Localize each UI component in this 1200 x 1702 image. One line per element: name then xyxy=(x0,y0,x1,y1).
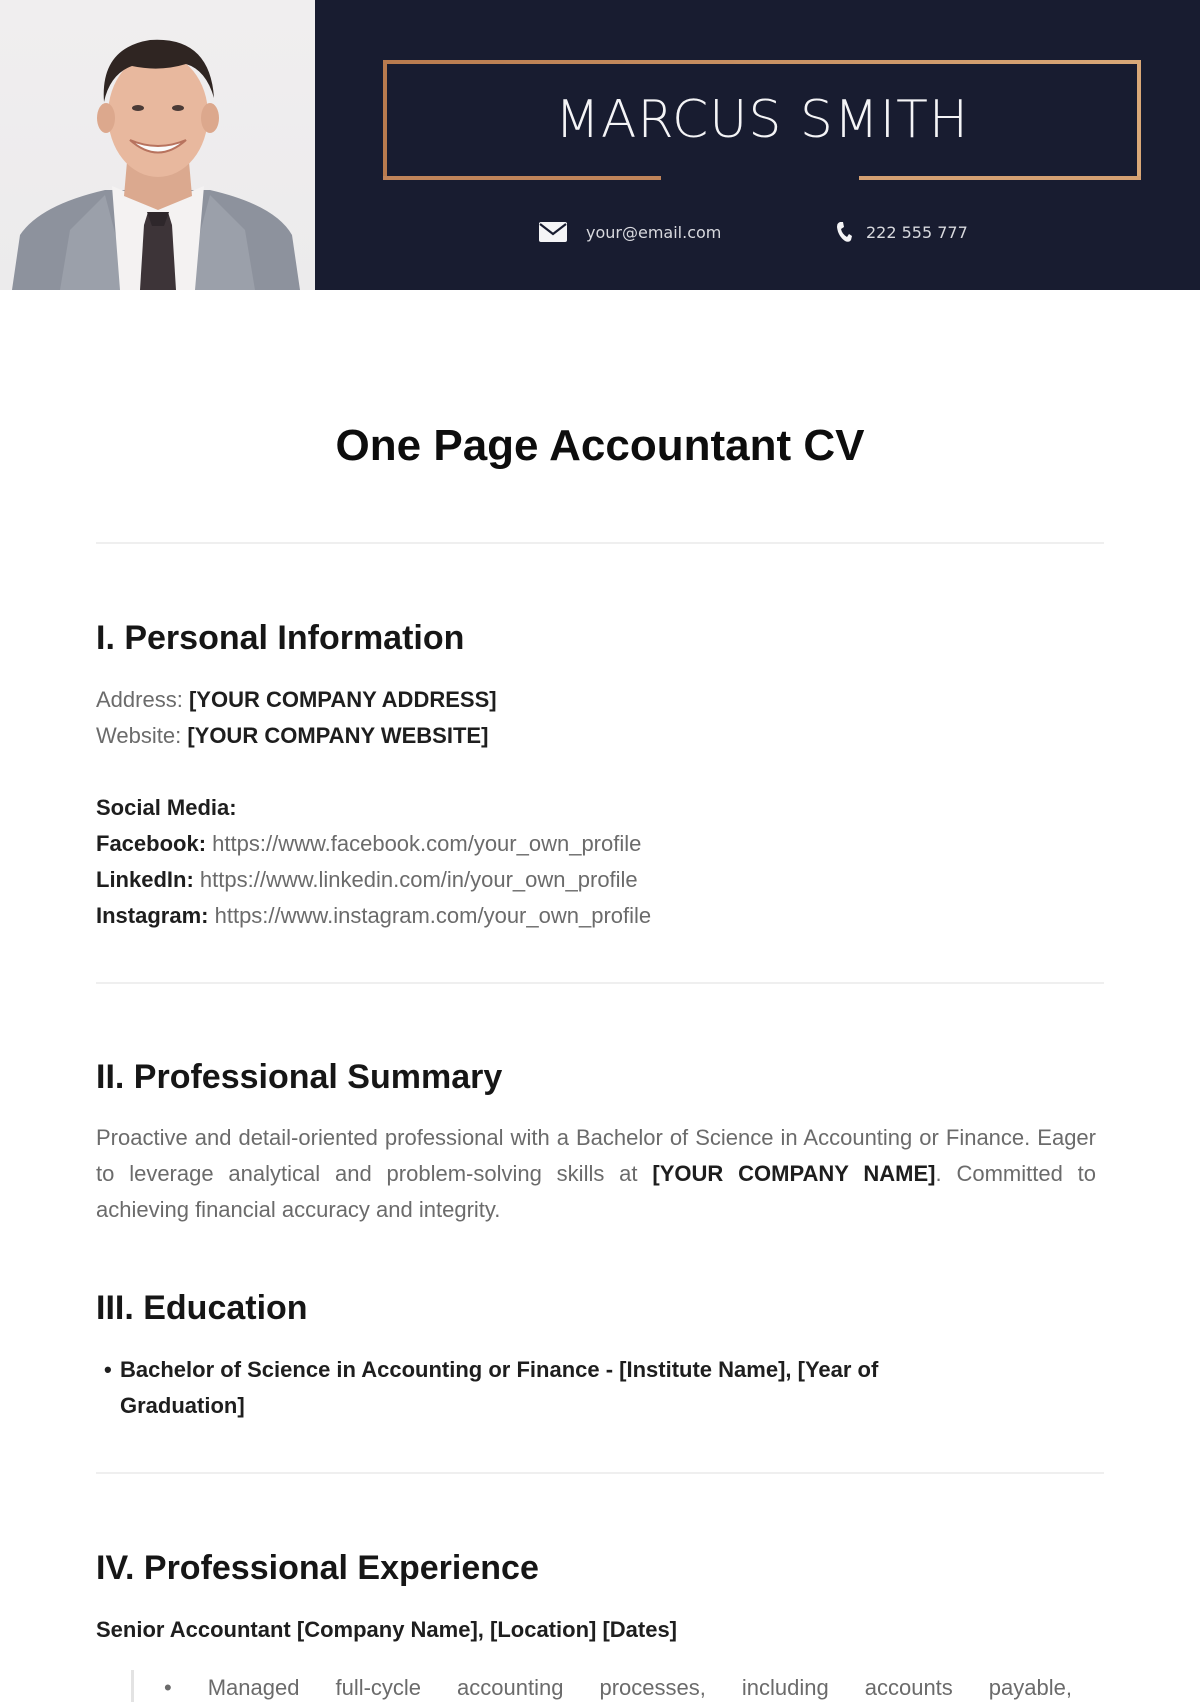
contact-email xyxy=(538,218,721,246)
website-line xyxy=(96,718,488,754)
social-facebook xyxy=(96,826,641,862)
name-frame xyxy=(383,60,1141,180)
email-text[interactable]: your@email.com xyxy=(586,222,722,242)
facebook-label: Facebook: xyxy=(96,831,207,856)
job-title: Senior Accountant [Company Name], [Location] [Dates] xyxy=(96,1617,678,1642)
frame-line-bottom-left xyxy=(383,176,661,180)
instagram-link[interactable]: https://www.instagram.com/your_own_profile xyxy=(214,903,652,928)
education-text: Bachelor of Science in Accounting or Finance - [Institute Name], [Year of Graduation] xyxy=(120,1357,879,1418)
website-value: [YOUR COMPANY WEBSITE] xyxy=(187,723,489,748)
section-heading-education: III. Education xyxy=(96,1289,308,1327)
website-label: Website: xyxy=(96,723,182,748)
experience-bullet xyxy=(164,1670,1072,1702)
document-title: One Page Accountant CV xyxy=(335,421,865,470)
facebook-link[interactable]: https://www.facebook.com/your_own_profile xyxy=(212,831,642,856)
divider xyxy=(96,1472,1104,1474)
portrait-illustration xyxy=(0,0,315,290)
experience-bullet-text: Managed full-cycle accounting processes, including accounts payable, xyxy=(207,1675,1072,1700)
envelope-icon xyxy=(538,220,568,244)
linkedin-link[interactable]: https://www.linkedin.com/in/your_own_profile xyxy=(199,867,638,892)
social-media-heading: Social Media: xyxy=(96,795,237,820)
bullet: • xyxy=(164,1675,172,1700)
instagram-label: Instagram: xyxy=(96,903,209,928)
section-heading-professional-summary: II. Professional Summary xyxy=(96,1058,503,1096)
address-line xyxy=(96,682,497,718)
phone-icon xyxy=(834,220,854,244)
frame-line-top xyxy=(383,60,1141,64)
bullet: • xyxy=(104,1357,112,1382)
blockquote-bar xyxy=(131,1670,134,1702)
divider xyxy=(96,982,1104,984)
section-heading-professional-experience: IV. Professional Experience xyxy=(96,1549,539,1587)
summary-paragraph: Proactive and detail-oriented professional with a Bachelor of Science in Accounting or Finance. Eager to leverage analytical and problem-solving skills at [YOUR COMPANY NAME]. Committed to achieving financial accuracy and integrity. xyxy=(96,1125,1097,1222)
cv-header xyxy=(0,0,1200,290)
address-label: Address: xyxy=(96,687,183,712)
social-linkedin xyxy=(96,862,638,898)
contact-phone xyxy=(834,218,968,246)
company-name-placeholder: [YOUR COMPANY NAME] xyxy=(652,1161,936,1186)
education-item xyxy=(104,1352,1004,1424)
phone-text[interactable]: 222 555 777 xyxy=(866,222,968,242)
divider xyxy=(96,542,1104,544)
frame-line-bottom-right xyxy=(859,176,1141,180)
candidate-name: MARCUS SMITH xyxy=(555,90,969,150)
linkedin-label: LinkedIn: xyxy=(96,867,194,892)
profile-photo xyxy=(0,0,315,290)
address-value: [YOUR COMPANY ADDRESS] xyxy=(188,687,497,712)
social-instagram xyxy=(96,898,651,934)
section-heading-personal-information: I. Personal Information xyxy=(96,619,465,657)
